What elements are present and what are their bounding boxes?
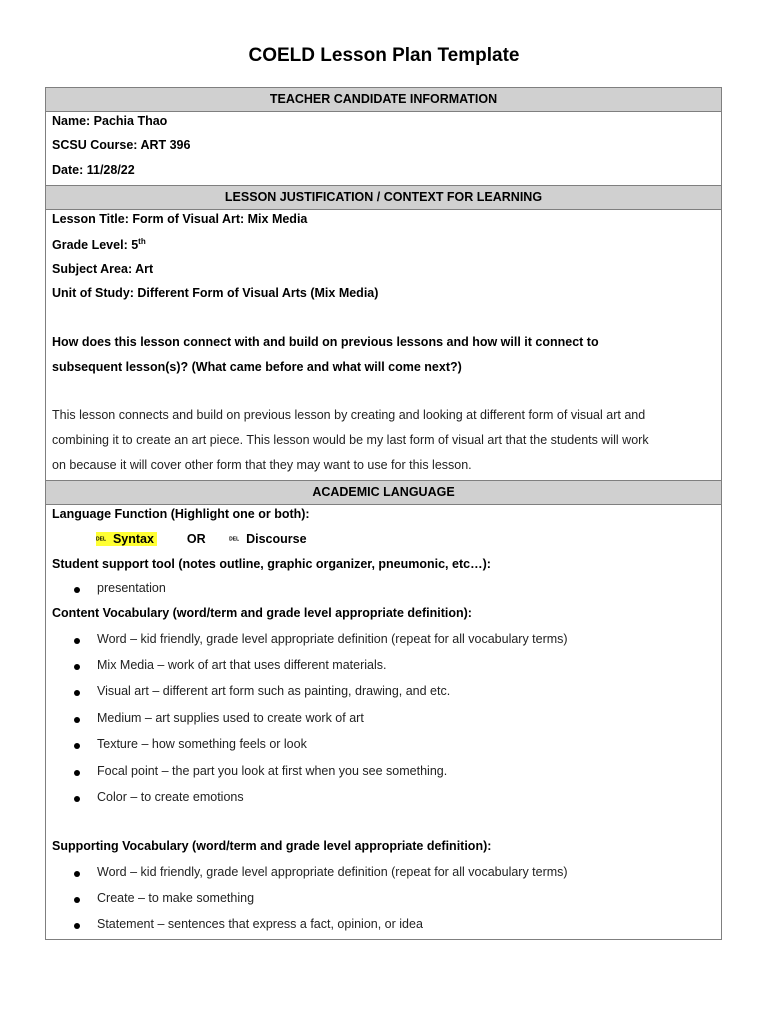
connection-question-line-2: subsequent lesson(s)? (What came before and what will come next?) — [52, 360, 462, 374]
supporting-vocab-item: Statement – sentences that express a fact, opinion, or idea — [97, 917, 423, 931]
connection-answer-line-2: combining it to create an art piece. This lesson would be my last form of visual art that the students will work — [52, 433, 649, 447]
content-vocab-item: Color – to create emotions — [97, 790, 244, 804]
supporting-vocab-item: Create – to make something — [97, 891, 255, 905]
course: SCSU Course: ART 396 — [52, 138, 191, 152]
content-vocab-item: Visual art – different art form such as painting, drawing, and etc. — [97, 684, 451, 698]
support-item: presentation — [97, 581, 166, 595]
date: Date: 11/28/22 — [52, 163, 135, 177]
section-header-justification: LESSON JUSTIFICATION / CONTEXT FOR LEARNING — [46, 185, 721, 210]
unit-of-study: Unit of Study: Different Form of Visual Arts (Mix Media) — [52, 286, 379, 300]
section-header-academic: ACADEMIC LANGUAGE — [46, 480, 721, 505]
syntax-option: DEL Syntax — [96, 532, 157, 546]
language-function-label: Language Function (Highlight one or both): — [52, 507, 310, 521]
bullet — [74, 871, 80, 877]
connection-question-line-1: How does this lesson connect with and build on previous lessons and how will it connect to — [52, 335, 599, 349]
bullet — [74, 690, 80, 696]
connection-answer-line-3: on because it will cover other form that they may want to use for this lesson. — [52, 458, 472, 472]
bullet — [74, 743, 80, 749]
language-function-options: DEL Syntax OR DEL Discourse — [96, 532, 307, 546]
bullet — [74, 638, 80, 644]
connection-answer-line-1: This lesson connects and build on previous lesson by creating and looking at different form of visual art and — [52, 408, 646, 422]
supporting-vocabulary-label: Supporting Vocabulary (word/term and grade level appropriate definition): — [52, 839, 492, 853]
grade-level: Grade Level: 5th — [52, 237, 146, 253]
bullet — [74, 587, 80, 593]
discourse-option: Discourse — [246, 532, 307, 546]
content-vocab-item: Focal point – the part you look at first when you see something. — [97, 764, 448, 778]
supporting-vocab-item: Word – kid friendly, grade level appropriate definition (repeat for all vocabulary terms) — [97, 865, 568, 879]
support-tool-label: Student support tool (notes outline, graphic organizer, pneumonic, etc…): — [52, 557, 491, 571]
bullet — [74, 923, 80, 929]
teacher-name: Name: Pachia Thao — [52, 114, 168, 128]
content-vocab-item: Texture – how something feels or look — [97, 737, 307, 751]
or-label: OR — [186, 532, 206, 546]
lesson-plan-table — [45, 87, 722, 940]
content-vocab-item: Medium – art supplies used to create work of art — [97, 711, 364, 725]
bullet — [74, 796, 80, 802]
section-header-teacher: TEACHER CANDIDATE INFORMATION — [46, 87, 721, 112]
bullet — [74, 664, 80, 670]
content-vocab-item: Mix Media – work of art that uses different materials. — [97, 658, 387, 672]
content-vocabulary-label: Content Vocabulary (word/term and grade level appropriate definition): — [52, 606, 472, 620]
bullet — [74, 897, 80, 903]
content-vocab-item: Word – kid friendly, grade level appropriate definition (repeat for all vocabulary terms) — [97, 632, 568, 646]
bullet — [74, 717, 80, 723]
lesson-title: Lesson Title: Form of Visual Art: Mix Media — [52, 212, 308, 226]
bullet — [74, 770, 80, 776]
subject-area: Subject Area: Art — [52, 262, 154, 276]
document-title: COELD Lesson Plan Template — [248, 45, 520, 66]
